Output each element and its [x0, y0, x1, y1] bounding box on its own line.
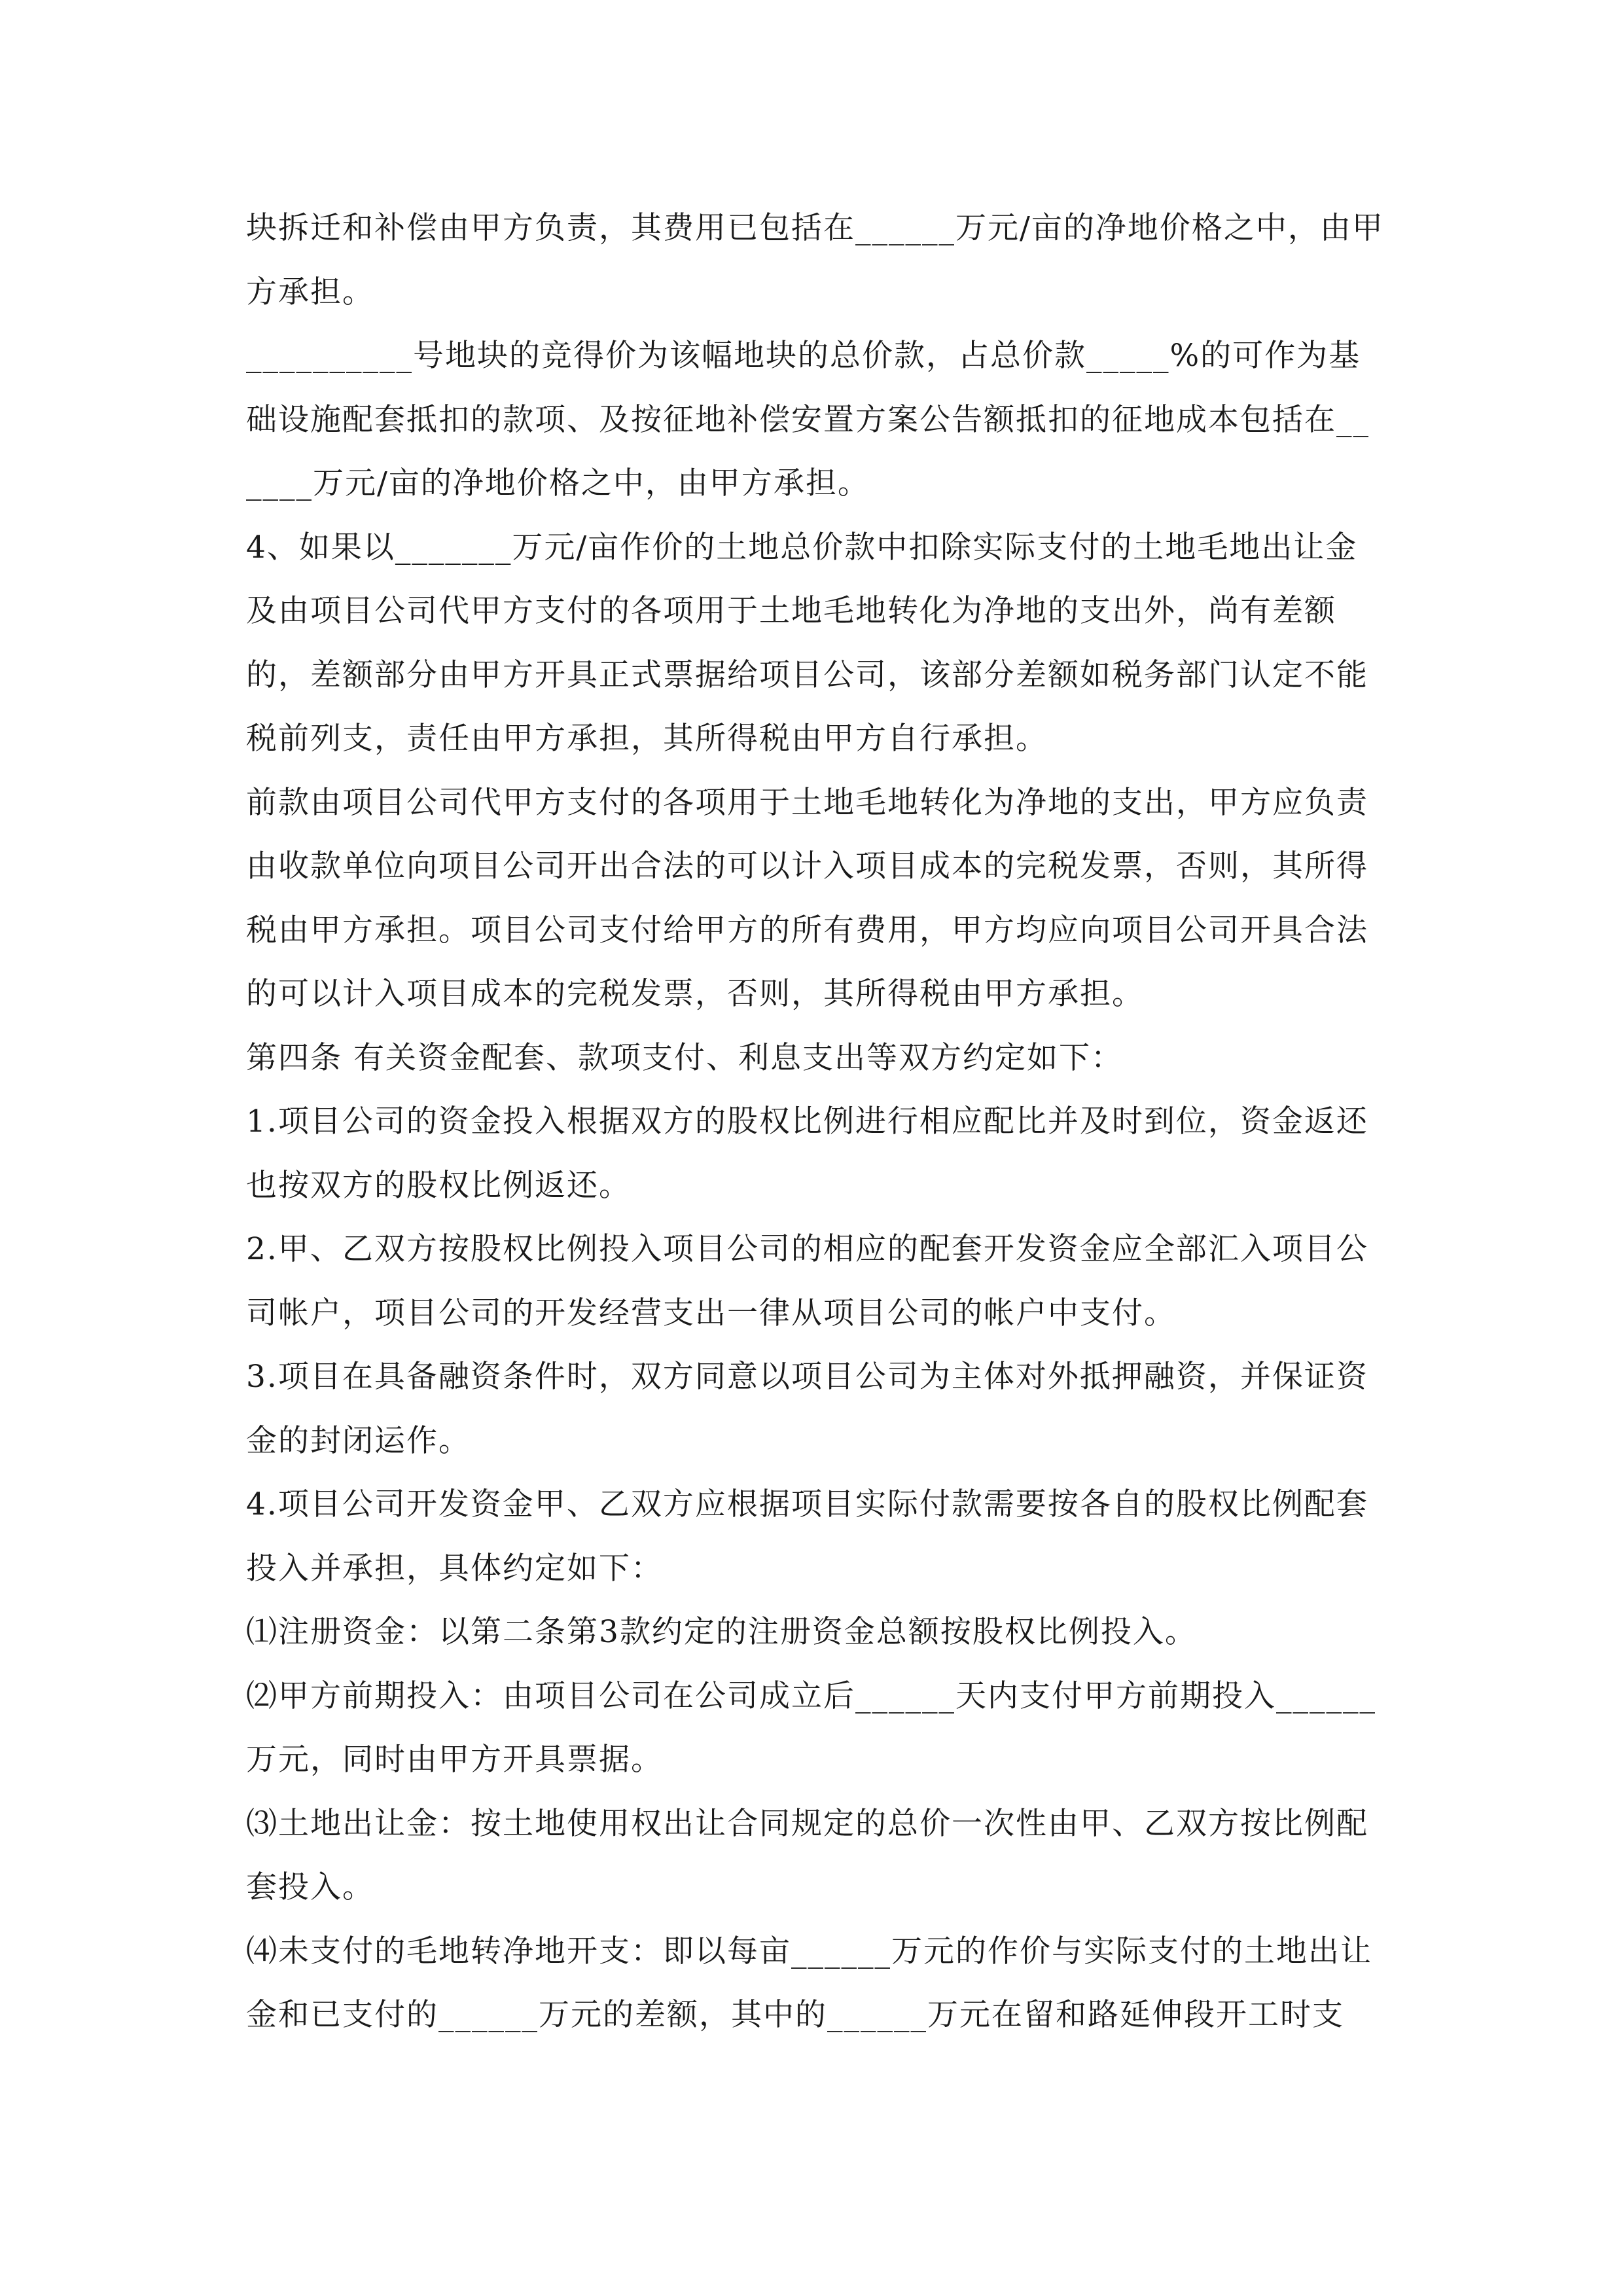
- paragraph-item-1: 1.项目公司的资金投入根据双方的股权比例进行相应配比并及时到位，资金返还也按双方的股权比例返还。: [246, 1103, 1368, 1204]
- paragraph-item-2: 2.甲、乙双方按股权比例投入项目公司的相应的配套开发资金应全部汇入项目公司帐户，项目公司的开发经营支出一律从项目公司的帐户中支付。: [246, 1231, 1368, 1331]
- paragraph-subitem-1: ⑴注册资金：以第二条第3款约定的注册资金总额按股权比例投入。: [246, 1614, 1197, 1650]
- paragraph-subitem-3: ⑶土地出让金：按土地使用权出让合同规定的总价一次性由甲、乙双方按比例配套投入。: [246, 1805, 1368, 1905]
- paragraph-demolition-compensation: 块拆迁和补偿由甲方负责，其费用已包括在______万元/亩的净地价格之中，由甲方承担。: [246, 210, 1384, 310]
- paragraph-item-3: 3.项目在具备融资条件时，双方同意以项目公司为主体对外抵押融资，并保证资金的封闭运作。: [246, 1359, 1368, 1459]
- paragraph-tax-invoice: 前款由项目公司代甲方支付的各项用于土地毛地转化为净地的支出，甲方应负责由收款单位向项目公司开出合法的可以计入项目成本的完税发票，否则，其所得税由甲方承担。项目公司支付给甲方的所有费用，甲方均应向项目公司开具合法的可以计入项目成本的完税发票，否则，其所得税由甲方承担。: [246, 784, 1368, 1012]
- article-4-heading: 第四条 有关资金配套、款项支付、利息支出等双方约定如下：: [246, 1039, 1123, 1076]
- paragraph-land-bid-price: __________号地块的竞得价为该幅地块的总价款，占总价款_____%的可作为基础设施配套抵扣的款项、及按征地补偿安置方案公告额抵扣的征地成本包括在______万元/亩的净地价格之中，由甲方承担。: [246, 338, 1370, 501]
- paragraph-item-4: 4.项目公司开发资金甲、乙双方应根据项目实际付款需要按各自的股权比例配套投入并承担，具体约定如下：: [246, 1486, 1368, 1587]
- paragraph-subitem-4: ⑷未支付的毛地转净地开支：即以每亩______万元的作价与实际支付的土地出让金和已支付的______万元的差额，其中的______万元在留和路延伸段开工时支: [246, 1933, 1372, 2033]
- paragraph-clause-4-price-difference: 4、如果以_______万元/亩作价的土地总价款中扣除实际支付的土地毛地出让金及由项目公司代甲方支付的各项用于土地毛地转化为净地的支出外，尚有差额的，差额部分由甲方开具正式票据给项目公司，该部分差额如税务部门认定不能税前列支，责任由甲方承担，其所得税由甲方自行承担。: [246, 529, 1368, 757]
- paragraph-subitem-2: ⑵甲方前期投入：由项目公司在公司成立后______天内支付甲方前期投入______万元，同时由甲方开具票据。: [246, 1677, 1376, 1778]
- document-body: [246, 196, 1385, 2047]
